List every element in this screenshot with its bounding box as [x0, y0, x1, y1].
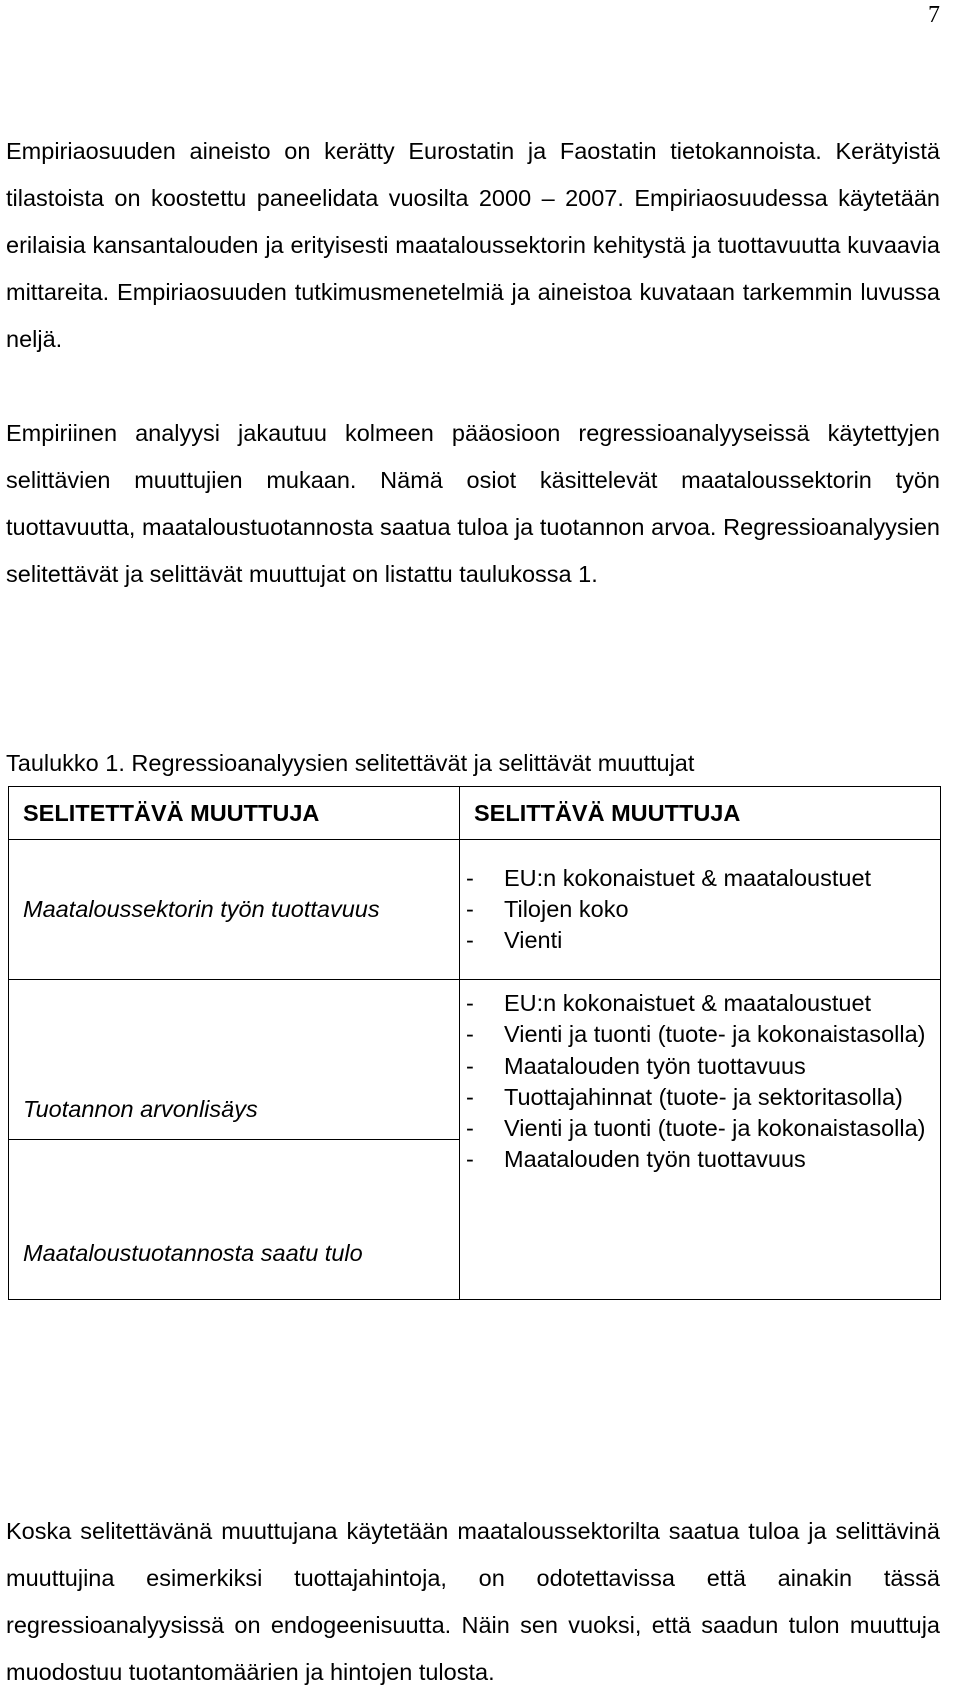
table-caption: Taulukko 1. Regressioanalyysien selitettävät ja selittävät muuttujat — [6, 750, 695, 776]
list-item: - Maatalouden työn tuottavuus — [504, 1144, 926, 1175]
page-number: 7 — [928, 2, 940, 28]
explanatory-variables-cell — [460, 840, 941, 980]
dependent-variable-cell: Maataloustuotannosta saatu tulo — [9, 1140, 460, 1300]
paragraph-endogeneity: Koska selitettävänä muuttujana käytetään maataloussektorilta saatua tuloa ja selittävinä muuttujina esimerkiksi tuottajahintoja, on odotettavissa että ainakin tässä regressioanalyysissä on endogeenisuutta. Näin sen vuoksi, että saadun tulon muuttuja muodostuu tuotantomäärien ja hintojen tulosta. — [6, 1518, 940, 1685]
dependent-variable-cell: Maataloussektorin työn tuottavuus — [9, 840, 460, 980]
explanatory-list — [460, 980, 940, 1184]
dependent-variable-cell: Tuotannon arvonlisäys — [9, 980, 460, 1140]
list-item: - Tuottajahinnat (tuote- ja sektoritasolla) — [504, 1082, 926, 1113]
list-item: - Tilojen koko — [504, 894, 926, 925]
list-item: - Vienti ja tuonti (tuote- ja kokonaistasolla) — [504, 1019, 926, 1050]
table-row — [9, 840, 941, 980]
table-header-row — [9, 787, 941, 840]
document-body — [6, 128, 940, 1685]
paragraph-data-sources: Empiriaosuuden aineisto on kerätty Eurostatin ja Faostatin tietokannoista. Kerätyistä tilastoista on koostettu paneelidata vuosilta 2000 – 2007. Empiriaosuudessa käytetään erilaisia kansantalouden ja erityisesti maataloussektorin kehitystä ja tuottavuutta kuvaavia mittareita. Empiriaosuuden tutkimusmenetelmiä ja aineistoa kuvataan tarkemmin luvussa neljä. — [6, 138, 940, 352]
explanatory-list — [460, 855, 940, 965]
list-item: - Vienti ja tuonti (tuote- ja kokonaistasolla) — [504, 1113, 926, 1144]
table-row — [9, 980, 941, 1140]
list-item: - EU:n kokonaistuet & maataloustuet — [504, 863, 926, 894]
header-dependent-variable: SELITETTÄVÄ MUUTTUJA — [9, 787, 460, 840]
list-item: - Vienti — [504, 925, 926, 956]
list-item: - EU:n kokonaistuet & maataloustuet — [504, 988, 926, 1019]
regression-variables-table — [8, 786, 941, 1300]
list-item: - Maatalouden työn tuottavuus — [504, 1051, 926, 1082]
header-explanatory-variable: SELITTÄVÄ MUUTTUJA — [460, 787, 941, 840]
explanatory-variables-cell — [460, 980, 941, 1300]
paragraph-analysis-structure: Empiriinen analyysi jakautuu kolmeen pääosioon regressioanalyyseissä käytettyjen selittävien muuttujien mukaan. Nämä osiot käsittelevät maataloussektorin työn tuottavuutta, maataloustuotannosta saatua tuloa ja tuotannon arvoa. Regressioanalyysien selitettävät ja selittävät muuttujat on listattu taulukossa 1. — [6, 420, 940, 587]
